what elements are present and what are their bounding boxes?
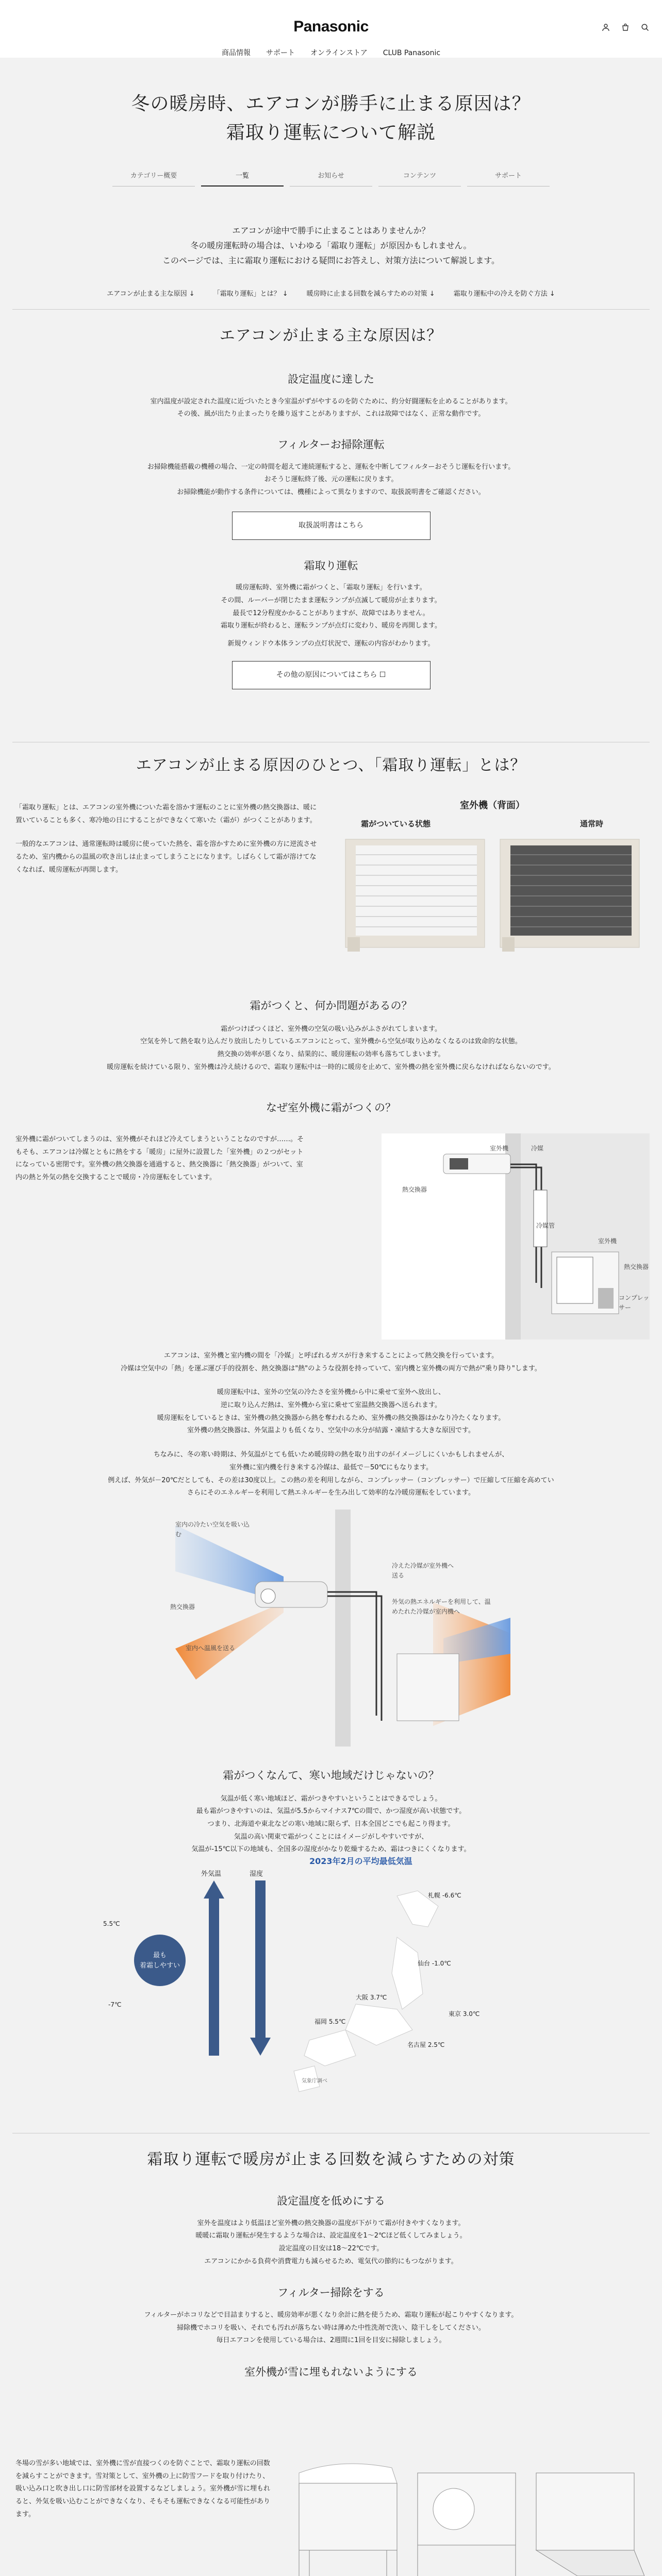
city-nagoya bbox=[407, 2040, 444, 2050]
anchor-link[interactable]: 暖房時に止まる回数を減らすための対策 ↓ bbox=[306, 290, 435, 298]
temp-high-label: 5.5℃ bbox=[103, 1920, 120, 1927]
text-line: 最長で12分程度かかることがありますが、故障ではありません。 bbox=[233, 609, 429, 617]
text-line: 暖房運転中は、室外の空気の冷たさを室外機から中に乗せて室外へ放出し、 bbox=[217, 1388, 445, 1397]
tip-title: 室外機が雪に埋もれないようにする bbox=[244, 2366, 418, 2378]
city-fukuoka bbox=[315, 2017, 345, 2027]
text-line: 気温が-15℃以下の地域も、全国多の湿度がかなり乾燥するため、霜はつきにくくなります。 bbox=[191, 1845, 471, 1854]
section-causes bbox=[0, 324, 662, 689]
text-line: おそうじ運転終了後、元の運転に戻ります。 bbox=[264, 476, 398, 484]
nav-online-store[interactable]: オンラインストア bbox=[310, 49, 368, 57]
refrigerant-explanation bbox=[0, 1350, 662, 1500]
figure-label-frost: 霜がついている状態 bbox=[361, 819, 431, 828]
cause-title: 霜取り運転 bbox=[304, 559, 358, 572]
tip-text bbox=[0, 2309, 662, 2347]
anchor-link[interactable]: エアコンが止まる主な原因 ↓ bbox=[107, 290, 195, 298]
text-block bbox=[0, 1350, 662, 1375]
city-temp: -6.6℃ bbox=[442, 1892, 461, 1899]
intro-line: エアコンが途中で勝手に止まることはありませんか？ bbox=[232, 226, 430, 236]
map-source: 気象庁調べ bbox=[302, 2078, 327, 2084]
text-line: 室外機の熱交換器は、外気温よりも低くなり、空気中の水分が結露・凍結する大きな原因です。 bbox=[187, 1427, 475, 1435]
subnav-item[interactable]: サポート bbox=[467, 171, 550, 187]
label-indoor-unit: 室外機 bbox=[490, 1145, 509, 1152]
city-name: 大阪 bbox=[356, 1994, 369, 2001]
intro-line: 冬の暖房運転時の場合は、いわゆる「霜取り運転」が原因かもしれません。 bbox=[190, 241, 472, 251]
paragraph: 一般的なエアコンは、通常運転時は暖房に使っていた熱を、霜を溶かすために室外機の方に逆流させるため、室内機からの温風の吹き出しは止まってしまうことになります。しばらくして霜が溶けてなくなれば、暖房運転が再開します。 bbox=[15, 840, 317, 874]
label-cold-refrigerant: 冷えた冷媒が室外機へ送る bbox=[392, 1562, 454, 1580]
text-line: 掃除機でホコリを吸い、それでも汚れが落ちない時は薄めた中性洗剤で洗い、陰干しをしてください。 bbox=[176, 2324, 485, 2332]
text-line: 室外機に室内機を行き来する冷媒は、最低で－50℃にもなります。 bbox=[229, 1463, 433, 1471]
text-line: 最も霜がつきやすいのは、気温が5.5からマイナス7℃の間で、かつ湿度が高い状態です。 bbox=[196, 1807, 466, 1816]
global-nav bbox=[0, 47, 662, 59]
text-line: 暖房運転を続けている限り、室外機は冷え続けるので、霜取り運転中は一時的に暖房を止めて、室外機の熱を室外機に戻らなければならないのです。 bbox=[107, 1063, 555, 1071]
frost-regions bbox=[0, 1767, 662, 1856]
text-line: 例えば、外気が－20℃だとしても、その差は30度以上。この熱の差を利用しながら、コンプレッサー（コンプレッサー）で圧縮して圧縮を高めてい bbox=[108, 1476, 554, 1484]
column-label-humidity: 湿度 bbox=[250, 1870, 263, 1878]
circle-line: 着霜しやすい bbox=[139, 1961, 180, 1970]
nav-products[interactable]: 商品情報 bbox=[221, 49, 251, 57]
text-line: つまり、北海道や東北などの寒い地域に限らず、日本全国どこでも起こり得ます。 bbox=[207, 1820, 455, 1828]
city-temp: 5.5℃ bbox=[328, 2018, 346, 2025]
cause-text bbox=[0, 582, 662, 650]
cause-title: 設定温度に達した bbox=[288, 373, 374, 385]
section-title: 霜取り運転で暖房が止まる回数を減らすための対策 bbox=[147, 2150, 515, 2168]
subnav-item[interactable]: お知らせ bbox=[290, 171, 372, 187]
temp-low-label: -7℃ bbox=[108, 2001, 122, 2008]
page-title bbox=[0, 90, 662, 147]
city-temp: 2.5℃ bbox=[427, 2041, 445, 2048]
sub-nav bbox=[0, 171, 662, 187]
city-osaka bbox=[356, 1993, 387, 2003]
city-name: 仙台 bbox=[418, 1960, 431, 1967]
search-icon[interactable] bbox=[640, 23, 650, 32]
question-title: 霜がつくと、何か問題があるの？ bbox=[250, 999, 412, 1012]
frost-map-figure bbox=[88, 1855, 552, 2107]
city-sapporo bbox=[428, 1891, 461, 1901]
text-block bbox=[0, 1386, 662, 1437]
text-line: 気温の高い関東で霜がつくことにはイメージがしやすいですが、 bbox=[234, 1833, 428, 1841]
anchor-link[interactable]: 霜取り運転中の冷えを防ぐ方法 ↓ bbox=[453, 290, 555, 298]
cause-title: フィルターお掃除運転 bbox=[277, 438, 385, 451]
city-name: 名古屋 bbox=[407, 2041, 426, 2048]
text-line: お掃除機能搭載の機種の場合、一定の時間を超えて連続運転すると、運転を中断してフィルターおそうじ運転を行います。 bbox=[147, 463, 515, 471]
question-title: なぜ室外機に霜がつくの？ bbox=[266, 1101, 396, 1114]
snow-guard-figure bbox=[289, 2452, 644, 2576]
text-line: お掃除機能が動作する条件については、機種によって異なりますので、取扱説明書をご確認ください。 bbox=[177, 488, 485, 496]
defrost-explanation bbox=[15, 802, 320, 876]
cause-text bbox=[0, 461, 662, 499]
text-line: 暖房運転をしているときは、室外機の熱交換器から熱を奪われるため、室外機の熱交換器はかなり冷たくなります。 bbox=[157, 1414, 505, 1422]
figure-title: 室外機（背面） bbox=[460, 800, 525, 811]
text-line: その後、風が出たり止まったりを繰り返すことがありますが、これは故障ではなく、正常な動作です。 bbox=[177, 410, 485, 418]
city-temp: 3.7℃ bbox=[370, 1994, 387, 2001]
city-temp: -1.0℃ bbox=[432, 1960, 451, 1967]
heat-flow-diagram bbox=[155, 1510, 516, 1747]
label-outdoor-unit: 室外機 bbox=[598, 1238, 617, 1245]
label-heat-exchanger: 熱交換器 bbox=[170, 1603, 195, 1611]
brand-logo[interactable]: Panasonic bbox=[293, 18, 369, 35]
hero bbox=[0, 58, 662, 300]
frost-circle bbox=[134, 1951, 186, 1971]
question-text bbox=[0, 1023, 662, 1074]
label-heat-exchanger-2: 熱交換器 bbox=[624, 1263, 649, 1270]
circle-line: 最も bbox=[153, 1952, 167, 1959]
city-tokyo bbox=[449, 2009, 479, 2019]
text-line: 逆に取り込んだ熱は、室外機から室に乗せて室温熱交換器へ送られます。 bbox=[221, 1401, 441, 1410]
paragraph: 冬場の雪が多い地域では、室外機に雪が直接つくのを防ぐことで、霜取り運転の回数を減らすことができます。雪対策として、室外機の上に防雪フードを取り付けたり、吸い込み口と吹き出し口に防雪部材を設置するなどしましょう。室外機が雪に埋もれると、外気を吸い込むことができなくなり、そもそも運転できなくなる可能性があります。 bbox=[15, 2460, 271, 2518]
header-icons bbox=[601, 23, 650, 32]
section-title: エアコンが止まる原因のひとつ、「霜取り運転」とは？ bbox=[136, 756, 526, 774]
subnav-item[interactable]: カテゴリー概要 bbox=[112, 171, 195, 187]
anchor-link[interactable]: 「霜取り運転」とは？ ↓ bbox=[213, 290, 288, 298]
text-line: その間、ルーバーが閉じたまま運転ランプが点滅して暖房が止まります。 bbox=[221, 596, 441, 604]
title-line-2: 霜取り運転について解説 bbox=[226, 122, 436, 143]
text-line: ちなみに、冬の寒い時期は、外気温がとても低いため暖房時の熱を取り出すのがイメージしにくいかもしれませんが、 bbox=[153, 1451, 509, 1459]
text-line: 冷媒は空気中の「熱」を運ぶ運び手的役割を、熱交換器は"熱"のような役割を持っていて、室内機と室外機の両方で熱が"乗り降り"します。 bbox=[121, 1364, 541, 1372]
label-pipe: 冷媒管 bbox=[536, 1222, 555, 1229]
paragraph: 室外機に霜がついてしまうのは、室外機がそれほど冷えてしまうということなのですが……。そもそも、エアコンは冷媒とともに熱をする「暖房」に屋外に設置した「室外機」の２つがセットになっている密閉です。室外機の熱交換器を通過すると、熱交換器に「熱交換器」がついて、室内の熱と外気の熱を交換することで暖房・冷房運転をしています。 bbox=[15, 1136, 304, 1182]
section-title: エアコンが止まる主な原因は？ bbox=[219, 327, 443, 345]
text-line: 毎日エアコンを使用している場合は、2週間に1回を目安に掃除しましょう。 bbox=[216, 2336, 446, 2345]
text-line: 室外を温度はより低温ほど室外機の熱交換器の温度が下がりて霜が付きやすくなります。 bbox=[197, 2219, 465, 2227]
tip-text bbox=[0, 2217, 662, 2268]
outdoor-unit-comparison bbox=[340, 834, 644, 953]
label-compressor: コンプレッサー bbox=[619, 1294, 650, 1312]
text-line: フィルターがホコリなどで目詰まりすると、暖房効率が悪くなり余計に熱を使うため、霜取り運転が起こりやすくなります。 bbox=[144, 2311, 518, 2319]
label-heat-exchanger: 熱交換器 bbox=[402, 1186, 427, 1193]
cause-text bbox=[0, 396, 662, 421]
nav-club[interactable]: CLUB Panasonic bbox=[383, 49, 441, 57]
why-frost bbox=[0, 1099, 662, 1117]
intro-text bbox=[0, 224, 662, 268]
label-warm-refrigerant: 外気の熱エネルギーを利用して、温めたれた冷媒が室内機へ bbox=[392, 1598, 491, 1616]
other-causes-button[interactable]: その他の原因についてはこちら ☐ bbox=[232, 661, 431, 689]
text-line: 暖房運転時、室外機に霜がつくと、「霜取り運転」を行います。 bbox=[236, 584, 426, 592]
refrigerant-diagram bbox=[382, 1133, 650, 1340]
text-line: 気温が低く寒い地域ほど、霜がつきやすいということはできるでしょう。 bbox=[220, 1794, 442, 1803]
intro-line: このページでは、主に霜取り運転における疑問にお答えし、対策方法について解説します。 bbox=[162, 255, 500, 265]
text-line: 設定温度の目安は18～22℃です。 bbox=[278, 2244, 384, 2252]
frost-problem bbox=[0, 997, 662, 1074]
text-line: エアコンは、室外機と室内機の間を「冷媒」と呼ばれるガスが行き来することによって熱交換を行っています。 bbox=[163, 1352, 499, 1360]
subnav-item[interactable]: コンテンツ bbox=[378, 171, 461, 187]
outdoor-unit-figure bbox=[340, 799, 644, 957]
city-name: 東京 bbox=[449, 2010, 461, 2018]
snow-cover-illustration bbox=[289, 2452, 644, 2576]
city-name: 札幌 bbox=[428, 1892, 441, 1899]
paragraph: 「霜取り運転」とは、エアコンの室外機についた霜を溶かす運転のことに室外機の熱交換器は、暖に置いていることも多く、寒冷地の日にすることができなくて寒いた（霜が）がつくことがあります。 bbox=[15, 804, 317, 824]
city-name: 福岡 bbox=[315, 2018, 327, 2025]
city-temp: 3.0℃ bbox=[462, 2010, 480, 2018]
question-title: 霜がつくなんて、寒い地域だけじゃないの？ bbox=[223, 1769, 439, 1782]
tip-title: フィルター掃除をする bbox=[277, 2286, 385, 2299]
question-text bbox=[0, 1793, 662, 1856]
text-line: さらにそのエネルギーを利用して熱エネルギーを生み出して効率的な冷暖房運転をしています。 bbox=[187, 1489, 475, 1497]
frost-condition-graphic bbox=[88, 1875, 552, 2107]
why-frost-text bbox=[15, 1133, 304, 1184]
text-line: 熱交換の効率が悪くなり、結果的に、暖房運転の効率も落ちてしまいます。 bbox=[217, 1050, 445, 1058]
text-line: 空気を外して熱を取り込んだり放出したりしているエアコンにとって、室外機から空気が取り込めなくなるのは致命的な状態。 bbox=[140, 1038, 522, 1046]
manual-button[interactable]: 取扱説明書はこちら bbox=[232, 512, 431, 540]
tip-title: 設定温度を低めにする bbox=[277, 2195, 385, 2207]
section-defrost bbox=[0, 753, 662, 778]
city-sendai bbox=[418, 1959, 451, 1969]
divider bbox=[12, 309, 650, 310]
subnav-item-active[interactable]: 一覧 bbox=[201, 171, 284, 187]
cart-icon[interactable] bbox=[621, 23, 630, 32]
label-refrigerant: 冷媒 bbox=[531, 1145, 544, 1152]
column-label-temp: 外気温 bbox=[201, 1870, 222, 1878]
map-title: 2023年2月の平均最低気温 bbox=[309, 1856, 412, 1866]
snow-tip-text bbox=[15, 2458, 273, 2521]
label-warm-air: 室内へ温風を送る bbox=[186, 1645, 236, 1652]
section-countermeasures bbox=[0, 2147, 662, 2381]
text-line: 新規ウィンドウ本体ランプの点灯状況で、運転の内容がわかります。 bbox=[227, 639, 435, 648]
figure-label-normal: 通常時 bbox=[580, 819, 603, 828]
text-line: 暖暖に霜取り運転が発生するような場合は、設定温度を1～2℃ほど低くしてみましょう。 bbox=[195, 2232, 467, 2240]
text-line: 霜取り運転が終わると、運転ランプが点灯に変わり、暖房を再開します。 bbox=[221, 622, 441, 630]
text-block bbox=[0, 1449, 662, 1500]
anchor-links bbox=[0, 289, 662, 300]
text-line: 室内温度が設定された温度に近づいたとき今室温がずがやするのを防ぐために、約分好闘運転を止めることがあります。 bbox=[150, 397, 512, 405]
user-icon[interactable] bbox=[601, 23, 610, 32]
site-header bbox=[0, 0, 662, 58]
heat-flow-illustration bbox=[155, 1510, 516, 1747]
text-line: 霜がつけばつくほど、室外機の空気の吸い込みがふさがれてしまいます。 bbox=[221, 1025, 441, 1033]
title-line-1: 冬の暖房時、エアコンが勝手に止まる原因は？ bbox=[131, 93, 531, 114]
text-line: エアコンにかかる負荷や消費電力も減らせるため、電気代の節約にもつながります。 bbox=[204, 2257, 458, 2265]
label-intake: 室内の冷たい空気を吸い込む bbox=[175, 1521, 250, 1538]
nav-support[interactable]: サポート bbox=[266, 49, 295, 57]
